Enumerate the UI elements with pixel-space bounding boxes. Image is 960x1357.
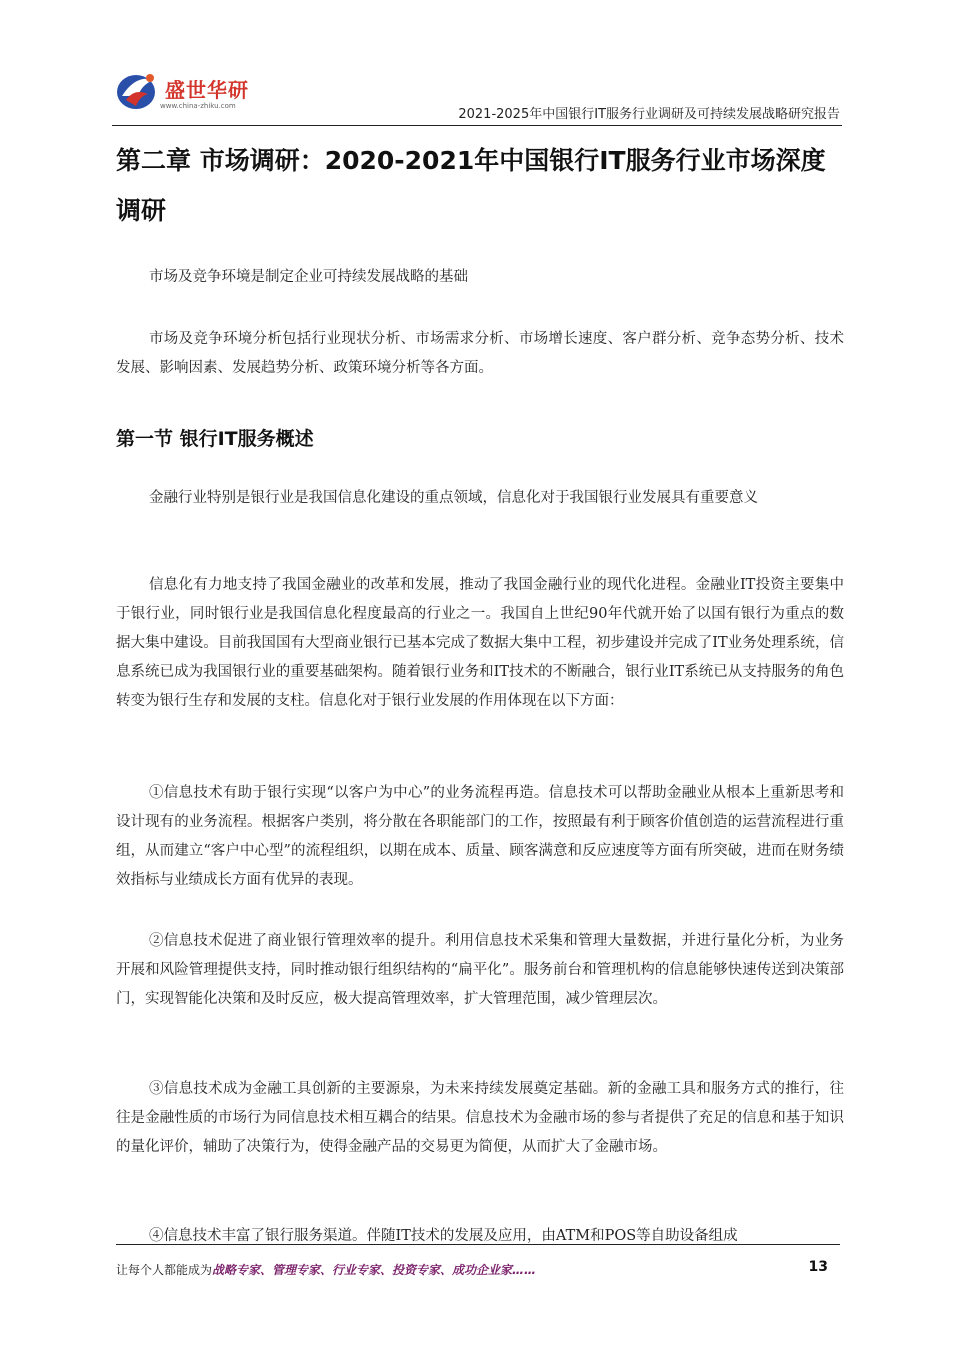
footer-divider <box>116 1244 840 1245</box>
section-paragraph-3: ①信息技术有助于银行实现“以客户为中心”的业务流程再造。信息技术可以帮助金融业从根本上重新思考和设计现有的业务流程。根据客户类别，将分散在各职能部门的工作，按照最有利于顾客价值创造的运营流程进行重组，从而建立“客户中心型”的流程组织，以期在成本、质量、顾客满意和反应速度等方面有所突破，进而在财务绩效指标与业绩成长方面有优异的表现。 <box>116 785 844 888</box>
page-number: 13 <box>808 1259 828 1275</box>
footer-slogan <box>116 1261 536 1278</box>
footer-slogan-prefix: 让每个人都能成为 <box>116 1263 213 1277</box>
section-paragraph-4: ②信息技术促进了商业银行管理效率的提升。利用信息技术采集和管理大量数据，并进行量化分析，为业务开展和风险管理提供支持，同时推动银行组织结构的“扁平化”。服务前台和管理机构的信息能够快速传送到决策部门，实现智能化决策和及时反应，极大提高管理效率，扩大管理范围，减少管理层次。 <box>116 933 844 1007</box>
intro-paragraph-2: 市场及竞争环境分析包括行业现状分析、市场需求分析、市场增长速度、客户群分析、竞争态势分析、技术发展、影响因素、发展趋势分析、政策环境分析等各方面。 <box>116 331 844 376</box>
section-paragraph-6: ④信息技术丰富了银行服务渠道。伴随IT技术的发展及应用，由ATM和POS等自助设备组成 <box>149 1228 738 1244</box>
section-paragraph-2: 信息化有力地支持了我国金融业的改革和发展，推动了我国金融行业的现代化进程。金融业IT投资主要集中于银行业，同时银行业是我国信息化程度最高的行业之一。我国自上世纪90年代就开始了以国有银行为重点的数据大集中建设。目前我国国有大型商业银行已基本完成了数据大集中工程，初步建设并完成了IT业务处理系统，信息系统已成为我国银行业的重要基础架构。随着银行业务和IT技术的不断融合，银行业IT系统已从支持服务的角色转变为银行生存和发展的支柱。信息化对于银行业发展的作用体现在以下方面： <box>116 577 844 709</box>
footer-slogan-emphasis: 战略专家、管理专家、行业专家、投资专家、成功企业家…… <box>212 1263 537 1277</box>
report-header-title: 2021-2025年中国银行IT服务行业调研及可持续发展战略研究报告 <box>458 107 840 122</box>
section-paragraph-1: 金融行业特别是银行业是我国信息化建设的重点领域，信息化对于我国银行业发展具有重要意义 <box>149 490 758 506</box>
section-paragraph-5: ③信息技术成为金融工具创新的主要源泉，为未来持续发展奠定基础。新的金融工具和服务方式的推行，往往是金融性质的市场行为同信息技术相互耦合的结果。信息技术为金融市场的参与者提供了充足的信息和基于知识的量化评价，辅助了决策行为，使得金融产品的交易更为简便，从而扩大了金融市场。 <box>116 1081 844 1155</box>
brand-url: www.china-zhiku.com <box>160 102 236 110</box>
brand-name: 盛世华研 <box>165 78 249 102</box>
header-divider <box>112 125 842 126</box>
chapter-title: 第二章 市场调研：2020-2021年中国银行IT服务行业市场深度调研 <box>116 146 826 225</box>
intro-paragraph-1: 市场及竞争环境是制定企业可持续发展战略的基础 <box>149 269 468 285</box>
section-title: 第一节 银行IT服务概述 <box>116 428 314 450</box>
